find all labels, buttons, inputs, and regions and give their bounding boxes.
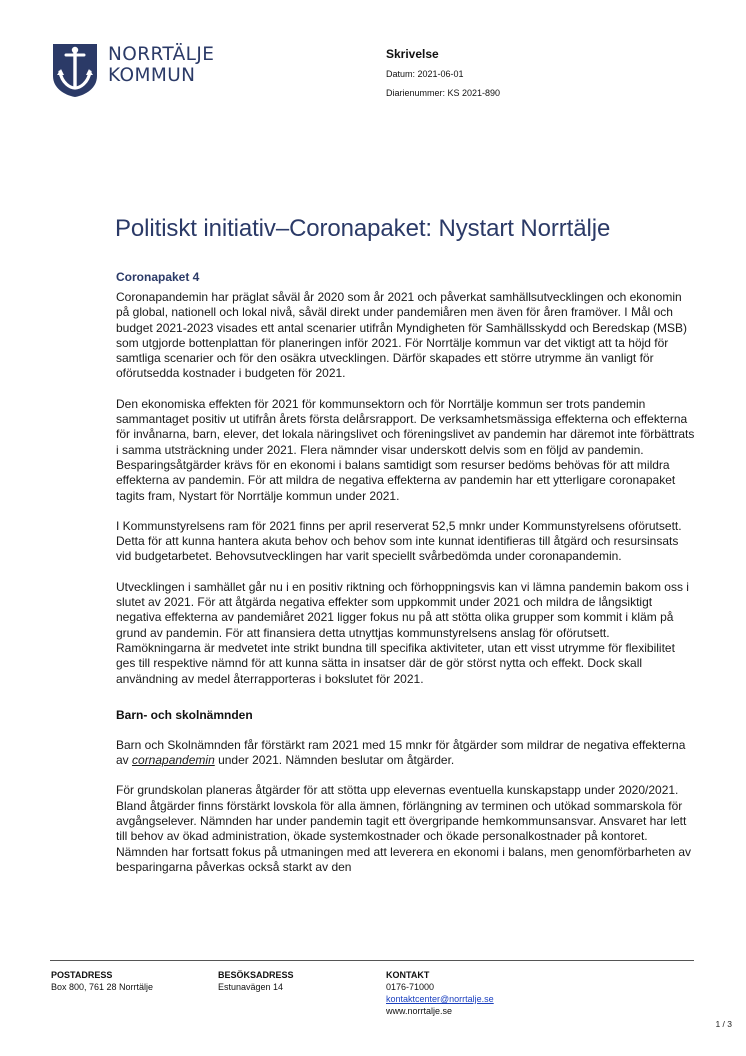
document-body xyxy=(116,270,696,890)
footer-visit-heading: BESÖKSADRESS xyxy=(218,970,294,980)
paragraph-1: Coronapandemin har präglat såväl år 2020 som år 2021 och påverkat samhällsutvecklingen och ekonomin på global, nationell och lokal nivå, såväl direkt under pandemiåren men även för åren framöver. I Mål och budget 2021-2023 visades ett antal scenarier utifrån Myndigheten för Samhällsskydd och Beredskap (MSB) som utgjorde bottenplattan för planeringen inför 2021. För Norrtälje kommun var det viktigt att ta höjd för samtliga scenarier och för den osäkra utvecklingen. Därför skapades ett större utrymme än vanligt för oförutsedda kostnader i budgeten för 2021. xyxy=(116,290,687,381)
logo-line-1: NORRTÄLJE xyxy=(108,44,215,65)
footer-contact-heading: KONTAKT xyxy=(386,970,430,980)
footer-postal-value: Box 800, 761 28 Norrtälje xyxy=(51,982,154,992)
footer-phone: 0176-71000 xyxy=(386,982,435,992)
paragraph-5-start: Barn och Skolnämnden får förstärkt ram 2021 med 15 mnkr för åtgärder som mildrar de negativa effekterna av xyxy=(116,737,686,768)
footer-web: www.norrtalje.se xyxy=(386,1006,453,1016)
paragraph-5-end: under 2021. Nämnden beslutar om åtgärder. xyxy=(214,753,455,768)
document-type: Skrivelse xyxy=(386,47,439,61)
footer-postal xyxy=(51,969,153,993)
footer-visit-value: Estunavägen 14 xyxy=(218,982,284,992)
paragraph-4: Utvecklingen i samhället går nu i en positiv riktning och förhoppningsvis kan vi lämna pandemin bakom oss i slutet av 2021. För att åtgärda negativa effekter som uppkommit under 2021 och mildra de långsiktigt negativa effekterna av pandemiåret 2021 ligger fokus nu på att stötta olika grupper som kommit i kläm på grund av pandemin. För att finansiera detta utnyttjas kommunstyrelsens anslag för oförutsett. Ramökningarna är medvetet inte strikt bundna till specifika aktiviteter, utan ett visst utrymme för flexibilitet ges till respektive nämnd för att kunna sätta in insatser där de gör störst nytta och effekt. Dock skall användning av medel återrapporteras i bokslutet för 2021. xyxy=(116,579,689,686)
footer-email-link[interactable]: kontaktcenter@norrtalje.se xyxy=(386,994,494,1004)
underlined-term: cornapandemin xyxy=(132,753,215,768)
footer-divider xyxy=(50,960,694,961)
paragraph-2: Den ekonomiska effekten för 2021 för kommunsektorn och för Norrtälje kommun ser trots pandemin sammantaget positiv ut utifrån årets första delårsrapport. De verksamhetsmässiga effekterna och effekterna för invånarna, barn, elever, det lokala näringslivet och föreningslivet av pandemin har däremot inte förbättrats i samma utsträckning under 2021. Flera nämnder visar underskott delvis som en följd av pandemin. Besparingsåtgärder krävs för en ekonomi i balans samtidigt som resurser bedöms behövas för att mildra effekterna av pandemin. För att mildra de negativa effekterna av pandemin har ett ytterligare coronapaket tagits fram, Nystart för Norrtälje kommun under 2021. xyxy=(116,396,695,503)
footer-contact xyxy=(386,969,494,1017)
document-date: Datum: 2021-06-01 xyxy=(386,69,464,79)
footer-visit xyxy=(218,969,294,993)
paragraph-5 xyxy=(116,738,696,769)
document-meta xyxy=(386,47,500,99)
logo-line-2: KOMMUN xyxy=(108,65,196,86)
page-number: 1 / 3 xyxy=(715,1019,732,1029)
paragraph-3: I Kommunstyrelsens ram för 2021 finns per april reserverat 52,5 mnkr under Kommunstyrelsens oförutsett. Detta för att kunna hantera akuta behov och behov som inte kunnat identifieras till åtgärd och resursinsats vid budgetarbetet. Behovsutvecklingen har varit speciellt svårbedömda under coronapandemin. xyxy=(116,518,682,564)
anchor-shield-icon xyxy=(50,42,100,98)
municipality-logo xyxy=(50,42,230,98)
logo-wordmark xyxy=(108,44,214,86)
paragraph-6: För grundskolan planeras åtgärder för att stötta upp elevernas eventuella kunskapstapp under 2020/2021. Bland åtgärder finns förstärkt lovskola för alla ämnen, förlängning av terminen och utökad sommarskola för avgångselever. Nämnden har under pandemin tagit ett övergripande hemkommunsansvar. Ansvaret har lett till behov av ökad administration, ökade systemkostnader och ökade personalkostnader på kontoret. Nämnden har fortsatt fokus på utmaningen med att leverera en ekonomi i balans, men genomförbarheten av besparingarna påverkas också starkt av den xyxy=(116,783,691,874)
section-heading-barn-skola: Barn- och skolnämnden xyxy=(116,707,253,722)
footer-postal-heading: POSTADRESS xyxy=(51,970,113,980)
section-heading-coronapaket: Coronapaket 4 xyxy=(116,270,200,284)
diary-number: Diarienummer: KS 2021-890 xyxy=(386,88,501,98)
page-title: Politiskt initiativ–Coronapaket: Nystart Norrtälje xyxy=(115,215,611,242)
